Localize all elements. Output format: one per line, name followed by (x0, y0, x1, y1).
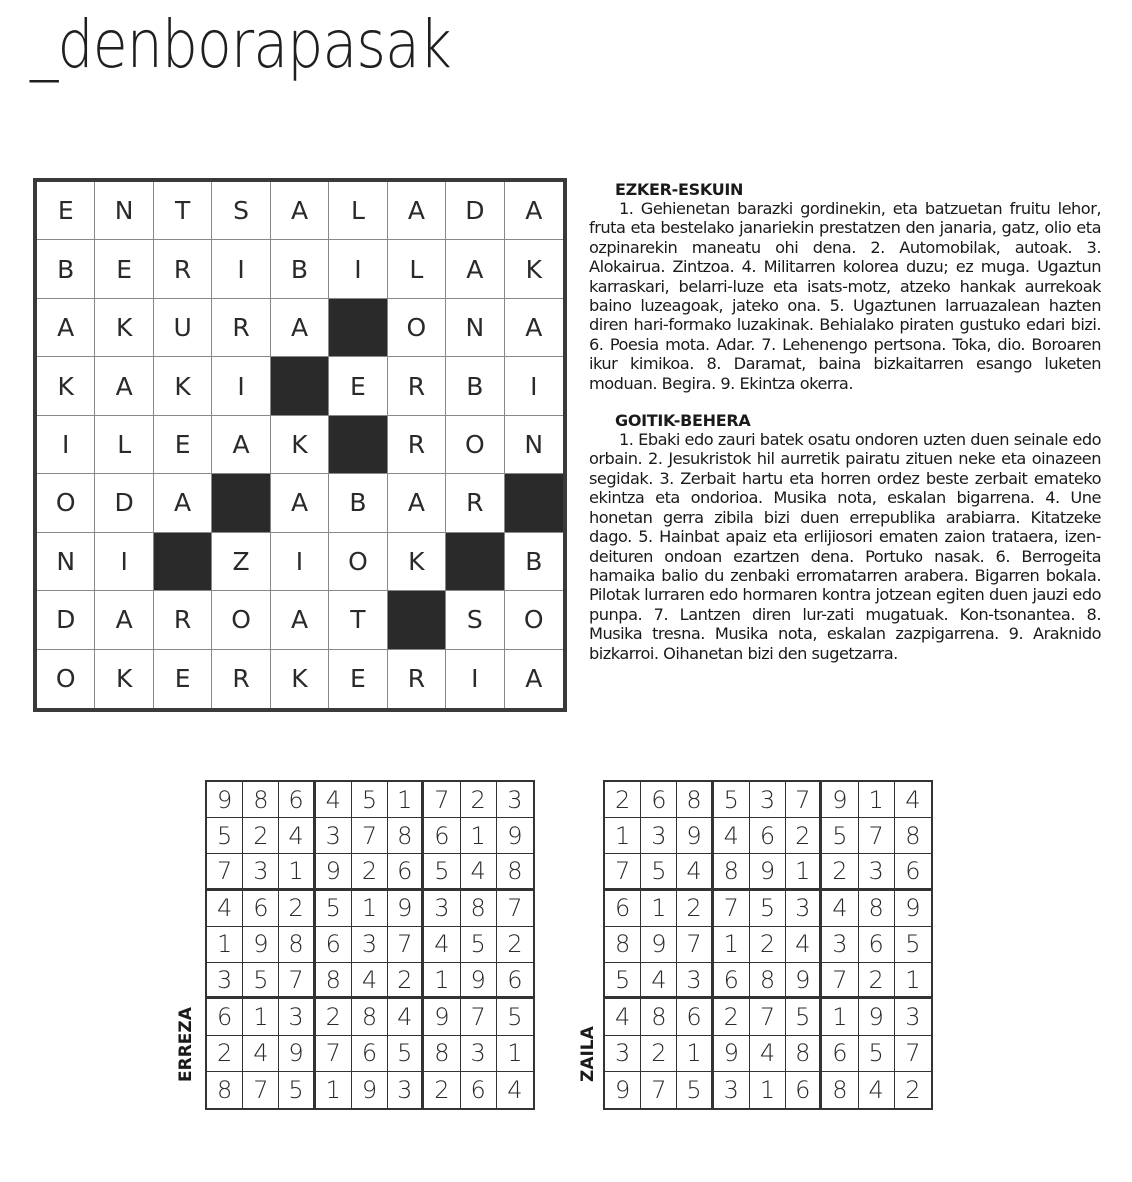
sudoku-cell: 5 (605, 963, 641, 999)
sudoku-cell: 1 (641, 891, 677, 927)
page-title: _denborapasak (30, 6, 452, 83)
sudoku-cell: 4 (424, 927, 460, 963)
crossword-cell: B (446, 357, 504, 415)
sudoku-cell: 2 (905, 1075, 921, 1104)
crossword-cell: B (329, 474, 387, 532)
sudoku-cell: 3 (605, 1036, 641, 1072)
sudoku-cell: 1 (822, 999, 858, 1035)
sudoku-cell: 1 (750, 1072, 786, 1108)
sudoku-cell: 8 (714, 854, 750, 890)
crossword-cell: A (271, 182, 329, 240)
crossword-black-cell (271, 357, 329, 415)
crossword-cell: D (95, 474, 153, 532)
crossword-cell: N (95, 182, 153, 240)
crossword-cell: A (154, 474, 212, 532)
sudoku-cell: 3 (316, 818, 352, 854)
crossword-cell: N (505, 416, 563, 474)
sudoku-cell: 2 (714, 999, 750, 1035)
sudoku-cell: 3 (859, 854, 895, 890)
sudoku-cell: 2 (388, 963, 424, 999)
sudoku-cell: 4 (750, 1036, 786, 1072)
sudoku-cell: 1 (316, 1072, 352, 1108)
sudoku-cell: 4 (316, 782, 352, 818)
sudoku-cell: 8 (750, 963, 786, 999)
crossword-cell: R (446, 474, 504, 532)
sudoku-cell: 5 (207, 818, 243, 854)
crossword-cell: A (37, 299, 95, 357)
crossword-black-cell (505, 474, 563, 532)
crossword-cell: O (37, 474, 95, 532)
sudoku-cell: 6 (859, 927, 895, 963)
sudoku-cell: 8 (352, 999, 388, 1035)
down-clues: 1. Ebaki edo zauri batek osatu ondoren uzten duen seinale edo orbain. 2. Jesukristok hil aurretik pairatu zituen neke eta oinazeen segidak. 3. Zerbait hartu eta horren ordez beste zerbait emateko ekintza eta ondorioa. Musika nota, eskalan bigarrena. 4. Une honetan gerra zibila bizi duen errepublika arabiarra. Kitatzeke dago. 5. Hainbat apaiz eta erlijiosori ematen zaion trataera, izen-deituren ondoan ezartzen dena. Portuko nasak. 6. Berrogeita hamaika balio du zenbaki erromatarren arabera. Bigarren bokala. Pilotak lurraren edo hormaren kontra jotzean egiten duen jauzi edo punpa. 7. Lantzen diren lur-zati mugatuak. Kon-tsonantea. 8. Musika tresna. Musika nota, eskalan zazpigarrena. 9. Araknido bizkarroi. Oihanetan bizi den sugetzarra. (589, 430, 1101, 663)
crossword-cell: A (505, 299, 563, 357)
sudoku-cell: 4 (243, 1036, 279, 1072)
sudoku-easy-label: ERREZA (176, 1007, 196, 1082)
crossword-cell: E (329, 650, 387, 708)
crossword-cell: K (388, 533, 446, 591)
sudoku-cell: 9 (207, 782, 243, 818)
sudoku-cell: 6 (497, 963, 533, 999)
sudoku-cell: 9 (822, 782, 858, 818)
sudoku-cell: 9 (388, 891, 424, 927)
sudoku-cell: 2 (750, 927, 786, 963)
sudoku-cell: 9 (497, 818, 533, 854)
sudoku-cell: 5 (461, 927, 497, 963)
sudoku-cell: 2 (859, 963, 895, 999)
sudoku-cell: 3 (207, 963, 243, 999)
sudoku-cell: 8 (605, 927, 641, 963)
sudoku-cell: 1 (243, 999, 279, 1035)
sudoku-cell: 1 (605, 818, 641, 854)
sudoku-cell: 7 (605, 854, 641, 890)
sudoku-cell: 7 (895, 1036, 931, 1072)
sudoku-cell: 1 (714, 927, 750, 963)
crossword-cell: L (329, 182, 387, 240)
sudoku-cell: 6 (388, 854, 424, 890)
across-clues: 1. Gehienetan barazki gordinekin, eta batzuetan fruitu lehor, fruta eta bestelako janariekin prestatzen den janaria, gatz, olio eta ozpinarekin maneatu ohi dena. 2. Automobilak, autoak. 3. Alokairua. Zintzoa. 4. Militarren kolorea duzu; ez muga. Ugaztun karraskari, belarri-luze eta isats-motz, atzeko hankak aurrekoak baino luzeagoak, jateko ona. 5. Ugaztunen larruazalean hazten diren hari-formako luzakinak. Behialako piraten gustuko edari bizi. 6. Poesia mota. Adar. 7. Lehenengo pertsona. Toka, dio. Boroaren ikur kimikoa. 8. Daramat, baina bizkaitarren esango luketen moduan. Begira. 9. Ekintza okerra. (589, 199, 1101, 393)
crossword-cell: R (388, 416, 446, 474)
sudoku-cell: 3 (279, 999, 315, 1035)
sudoku-cell: 7 (497, 891, 533, 927)
sudoku-cell: 7 (424, 782, 460, 818)
crossword-cell: R (154, 591, 212, 649)
crossword-cell: A (388, 182, 446, 240)
sudoku-cell: 9 (243, 927, 279, 963)
crossword-cell: K (505, 240, 563, 298)
sudoku-cell: 8 (279, 927, 315, 963)
crossword-cell: A (446, 240, 504, 298)
sudoku-cell: 4 (859, 1072, 895, 1108)
sudoku-cell: 2 (605, 782, 641, 818)
sudoku-cell: 2 (641, 1036, 677, 1072)
crossword-cell: O (212, 591, 270, 649)
crossword-cell: I (95, 533, 153, 591)
sudoku-cell: 6 (677, 999, 713, 1035)
sudoku-cell: 1 (895, 963, 931, 999)
crossword-cell: A (271, 474, 329, 532)
crossword-black-cell (446, 533, 504, 591)
crossword-black-cell (329, 416, 387, 474)
sudoku-cell: 6 (822, 1036, 858, 1072)
sudoku-cell: 8 (461, 891, 497, 927)
crossword-cell: E (154, 416, 212, 474)
sudoku-cell: 3 (424, 891, 460, 927)
sudoku-cell: 9 (641, 927, 677, 963)
sudoku-cell: 1 (279, 854, 315, 890)
crossword-cell: I (505, 357, 563, 415)
sudoku-cell: 1 (388, 782, 424, 818)
sudoku-cell: 5 (786, 999, 822, 1035)
sudoku-cell: 5 (859, 1036, 895, 1072)
sudoku-cell: 7 (316, 1036, 352, 1072)
sudoku-cell: 4 (207, 891, 243, 927)
sudoku-cell: 8 (677, 782, 713, 818)
crossword-cell: N (446, 299, 504, 357)
sudoku-cell: 4 (714, 818, 750, 854)
crossword-cell: B (271, 240, 329, 298)
crossword-cell: A (271, 591, 329, 649)
sudoku-cell: 7 (641, 1072, 677, 1108)
crossword-cell: O (505, 591, 563, 649)
crossword-cell: T (329, 591, 387, 649)
crossword-cell: I (329, 240, 387, 298)
sudoku-cell: 8 (497, 854, 533, 890)
sudoku-cell: 7 (822, 963, 858, 999)
sudoku-cell: 7 (207, 854, 243, 890)
crossword-cell: R (212, 299, 270, 357)
crossword-cell: S (446, 591, 504, 649)
sudoku-cell: 8 (424, 1036, 460, 1072)
sudoku-cell: 1 (677, 1036, 713, 1072)
sudoku-cell: 3 (497, 782, 533, 818)
sudoku-cell: 4 (279, 818, 315, 854)
sudoku-cell: 2 (243, 818, 279, 854)
crossword-black-cell (212, 474, 270, 532)
crossword-cell: R (154, 240, 212, 298)
clues-panel (589, 180, 1101, 663)
sudoku-cell: 4 (895, 782, 931, 818)
sudoku-cell: 9 (677, 818, 713, 854)
sudoku-cell: 9 (895, 891, 931, 927)
sudoku-cell: 6 (424, 818, 460, 854)
sudoku-cell: 6 (207, 999, 243, 1035)
sudoku-cell: 2 (677, 891, 713, 927)
crossword-cell: I (212, 357, 270, 415)
sudoku-cell: 7 (388, 927, 424, 963)
sudoku-cell: 6 (243, 891, 279, 927)
crossword-cell: A (95, 357, 153, 415)
crossword-cell: A (388, 474, 446, 532)
sudoku-cell: 3 (677, 963, 713, 999)
sudoku-cell: 4 (786, 927, 822, 963)
sudoku-cell: 9 (279, 1036, 315, 1072)
sudoku-cell: 9 (352, 1072, 388, 1108)
sudoku-cell: 6 (605, 891, 641, 927)
crossword-cell: O (446, 416, 504, 474)
sudoku-cell: 2 (279, 891, 315, 927)
crossword-cell: Z (212, 533, 270, 591)
sudoku-cell: 5 (388, 1036, 424, 1072)
sudoku-cell: 8 (895, 818, 931, 854)
sudoku-cell: 1 (352, 891, 388, 927)
sudoku-cell: 2 (822, 854, 858, 890)
sudoku-cell: 9 (424, 999, 460, 1035)
sudoku-cell: 7 (786, 782, 822, 818)
crossword-cell: O (388, 299, 446, 357)
sudoku-cell: 2 (352, 854, 388, 890)
sudoku-cell: 6 (316, 927, 352, 963)
crossword-cell: I (271, 533, 329, 591)
crossword-cell: I (37, 416, 95, 474)
sudoku-cell: 3 (388, 1072, 424, 1108)
sudoku-cell: 5 (677, 1072, 713, 1108)
sudoku-cell: 7 (859, 818, 895, 854)
sudoku-cell: 5 (641, 854, 677, 890)
sudoku-cell: 1 (424, 963, 460, 999)
sudoku-cell: 7 (461, 999, 497, 1035)
crossword-cell: S (212, 182, 270, 240)
sudoku-cell: 1 (461, 818, 497, 854)
crossword-cell: E (154, 650, 212, 708)
sudoku-cell: 5 (352, 782, 388, 818)
sudoku-cell: 5 (243, 963, 279, 999)
sudoku-easy-grid (205, 780, 535, 1110)
crossword-cell: L (388, 240, 446, 298)
sudoku-cell: 2 (786, 818, 822, 854)
crossword-cell: K (95, 299, 153, 357)
sudoku-hard-label: ZAILA (578, 1026, 598, 1082)
sudoku-cell: 8 (859, 891, 895, 927)
sudoku-cell: 4 (822, 891, 858, 927)
sudoku-cell: 5 (822, 818, 858, 854)
sudoku-cell: 9 (750, 854, 786, 890)
sudoku-cell: 2 (461, 782, 497, 818)
crossword-cell: B (505, 533, 563, 591)
sudoku-cell: 3 (243, 854, 279, 890)
sudoku-cell: 6 (895, 854, 931, 890)
sudoku-cell: 2 (316, 999, 352, 1035)
crossword-cell: D (37, 591, 95, 649)
sudoku-cell: 6 (786, 1072, 822, 1108)
sudoku-cell: 6 (279, 782, 315, 818)
sudoku-cell: 8 (243, 782, 279, 818)
sudoku-cell: 1 (497, 1036, 533, 1072)
crossword-cell: K (95, 650, 153, 708)
sudoku-cell: 9 (859, 999, 895, 1035)
sudoku-cell: 7 (352, 818, 388, 854)
crossword-cell: N (37, 533, 95, 591)
sudoku-cell: 8 (641, 999, 677, 1035)
sudoku-cell: 1 (859, 782, 895, 818)
down-heading: GOITIK-BEHERA (615, 411, 751, 431)
sudoku-cell: 4 (641, 963, 677, 999)
crossword-black-cell (329, 299, 387, 357)
crossword-grid (33, 178, 567, 712)
sudoku-cell: 2 (207, 1036, 243, 1072)
crossword-cell: D (446, 182, 504, 240)
crossword-black-cell (154, 533, 212, 591)
crossword-cell: E (95, 240, 153, 298)
sudoku-cell: 4 (352, 963, 388, 999)
sudoku-cell: 3 (641, 818, 677, 854)
sudoku-cell: 5 (279, 1072, 315, 1108)
sudoku-cell: 5 (750, 891, 786, 927)
sudoku-cell: 2 (497, 927, 533, 963)
sudoku-cell: 9 (786, 963, 822, 999)
crossword-cell: R (212, 650, 270, 708)
crossword-cell: R (388, 357, 446, 415)
across-heading: EZKER-ESKUIN (615, 180, 744, 199)
sudoku-cell: 9 (714, 1036, 750, 1072)
sudoku-cell: 6 (641, 782, 677, 818)
crossword-cell: R (388, 650, 446, 708)
sudoku-cell: 5 (497, 999, 533, 1035)
crossword-cell: E (37, 182, 95, 240)
crossword-cell: A (212, 416, 270, 474)
crossword-cell: O (37, 650, 95, 708)
sudoku-cell: 9 (461, 963, 497, 999)
crossword-cell: A (95, 591, 153, 649)
sudoku-cell: 1 (207, 927, 243, 963)
sudoku-cell: 4 (507, 1075, 523, 1104)
crossword-cell: K (271, 650, 329, 708)
sudoku-cell: 9 (605, 1072, 641, 1108)
sudoku-cell: 8 (388, 818, 424, 854)
crossword-black-cell (388, 591, 446, 649)
sudoku-cell: 1 (786, 854, 822, 890)
sudoku-cell: 3 (895, 999, 931, 1035)
sudoku-cell: 7 (750, 999, 786, 1035)
sudoku-cell: 8 (786, 1036, 822, 1072)
sudoku-cell: 3 (461, 1036, 497, 1072)
crossword-cell: A (271, 299, 329, 357)
sudoku-cell: 6 (461, 1072, 497, 1108)
sudoku-cell: 7 (279, 963, 315, 999)
crossword-cell: B (37, 240, 95, 298)
crossword-cell: A (505, 182, 563, 240)
crossword-cell: E (329, 357, 387, 415)
sudoku-cell: 5 (895, 927, 931, 963)
crossword-cell: K (154, 357, 212, 415)
sudoku-cell: 6 (352, 1036, 388, 1072)
crossword-cell: T (154, 182, 212, 240)
sudoku-hard-grid (603, 780, 933, 1110)
sudoku-cell: 3 (750, 782, 786, 818)
crossword-cell: A (525, 664, 543, 694)
crossword-cell: I (212, 240, 270, 298)
sudoku-cell: 6 (750, 818, 786, 854)
sudoku-cell: 4 (605, 999, 641, 1035)
sudoku-cell: 5 (424, 854, 460, 890)
sudoku-cell: 5 (714, 782, 750, 818)
crossword-cell: O (329, 533, 387, 591)
sudoku-cell: 8 (316, 963, 352, 999)
sudoku-cell: 3 (786, 891, 822, 927)
crossword-cell: K (37, 357, 95, 415)
sudoku-cell: 3 (822, 927, 858, 963)
crossword-cell: K (271, 416, 329, 474)
sudoku-cell: 9 (316, 854, 352, 890)
sudoku-cell: 8 (822, 1072, 858, 1108)
sudoku-cell: 3 (352, 927, 388, 963)
sudoku-cell: 7 (243, 1072, 279, 1108)
crossword-cell: L (95, 416, 153, 474)
sudoku-cell: 5 (316, 891, 352, 927)
sudoku-cell: 8 (207, 1072, 243, 1108)
crossword-cell: U (154, 299, 212, 357)
sudoku-cell: 7 (714, 891, 750, 927)
sudoku-cell: 4 (461, 854, 497, 890)
sudoku-cell: 7 (677, 927, 713, 963)
sudoku-cell: 6 (714, 963, 750, 999)
sudoku-cell: 4 (388, 999, 424, 1035)
sudoku-cell: 4 (677, 854, 713, 890)
sudoku-cell: 2 (424, 1072, 460, 1108)
sudoku-cell: 3 (714, 1072, 750, 1108)
crossword-cell: I (446, 650, 504, 708)
